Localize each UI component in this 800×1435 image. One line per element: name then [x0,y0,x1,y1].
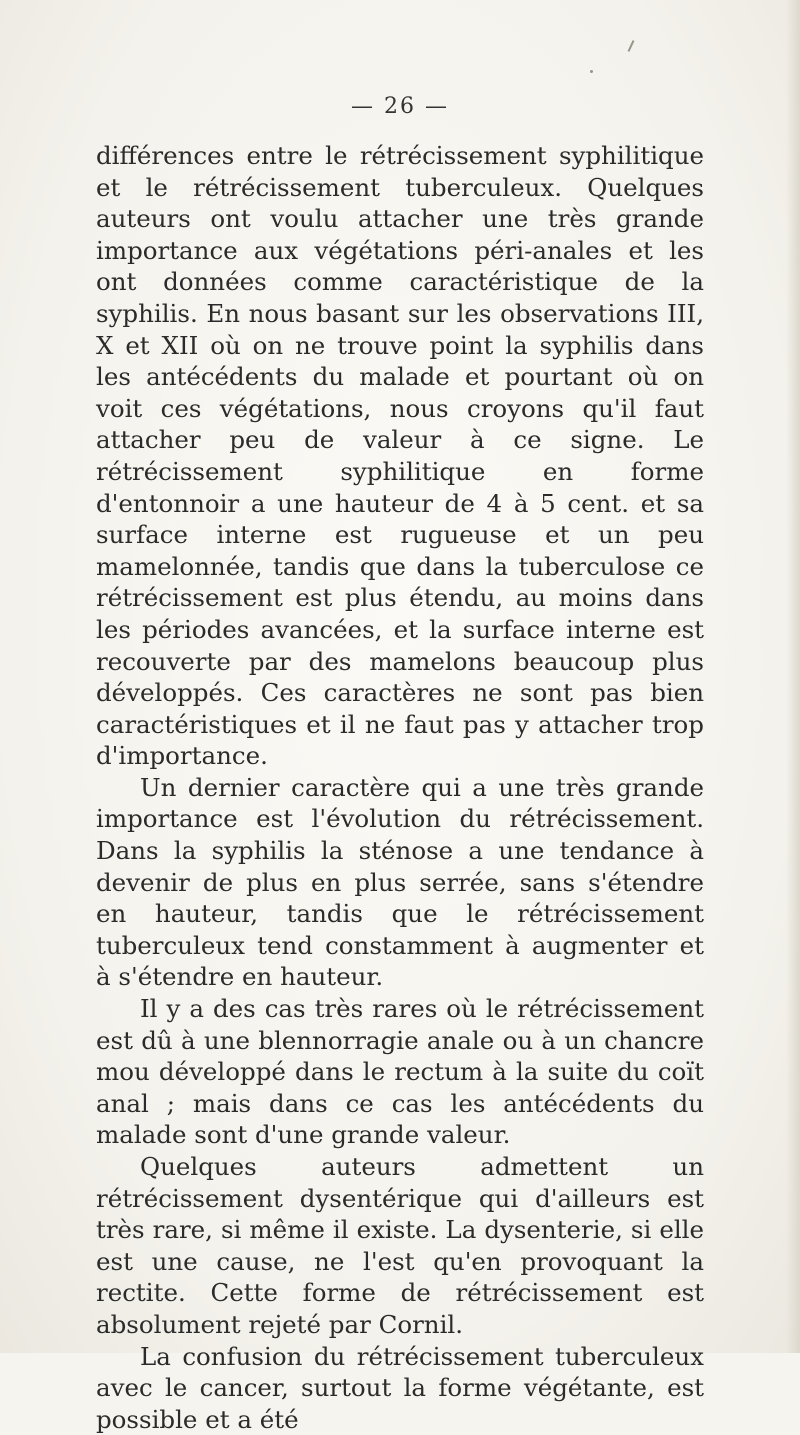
page-number: — 26 — [351,94,449,119]
paragraph: Un dernier caractère qui a une très grande importance est l'évolution du rétrécissement. Dans la syphilis la sténose a une tendance à devenir de plus en plus serrée, sans s'étendre en hauteur, tandis que le rétrécissement tuberculeux tend constamment à augmenter et à s'étendre en hauteur. [96,772,704,992]
paragraph: La confusion du rétrécissement tuberculeux avec le cancer, surtout la forme végétante, est possible et a été [96,1341,704,1434]
ink-speck [590,70,593,73]
paragraph: différences entre le rétrécissement syphilitique et le rétrécissement tuberculeux. Quelques auteurs ont voulu attacher une très grande importance aux végétations péri-anales et les ont données comme caractéristique de la syphilis. En nous basant sur les observations III, X et XII où on ne trouve point la syphilis dans les antécédents du malade et pourtant où on voit ces végétations, nous croyons qu'il faut attacher peu de valeur à ce signe. Le rétrécissement syphilitique en forme d'entonnoir a une hauteur de 4 à 5 cent. et sa surface interne est rugueuse et un peu mamelonnée, tandis que dans la tuberculose ce rétrécissement est plus étendu, au moins dans les périodes avancées, et la surface interne est recouverte par des mamelons beaucoup plus développés. Ces caractères ne sont pas bien caractéristiques et il ne faut pas y attacher trop d'importance. [96,141,704,771]
paragraph: Il y a des cas très rares où le rétrécissement est dû à une blennorragie anale ou à un chancre mou développé dans le rectum à la suite du coït anal ; mais dans ce cas les antécédents du malade sont d'une grande valeur. [96,994,704,1150]
ink-speck [628,40,635,52]
page-edge-shadow [786,0,800,1353]
paragraph: Quelques auteurs admettent un rétrécissement dysentérique qui d'ailleurs est très rare, si même il existe. La dysenterie, si elle est une cause, ne l'est qu'en provoquant la rectite. Cette forme de rétrécissement est absolument rejeté par Cornil. [96,1152,704,1339]
body-text [96,140,704,1435]
